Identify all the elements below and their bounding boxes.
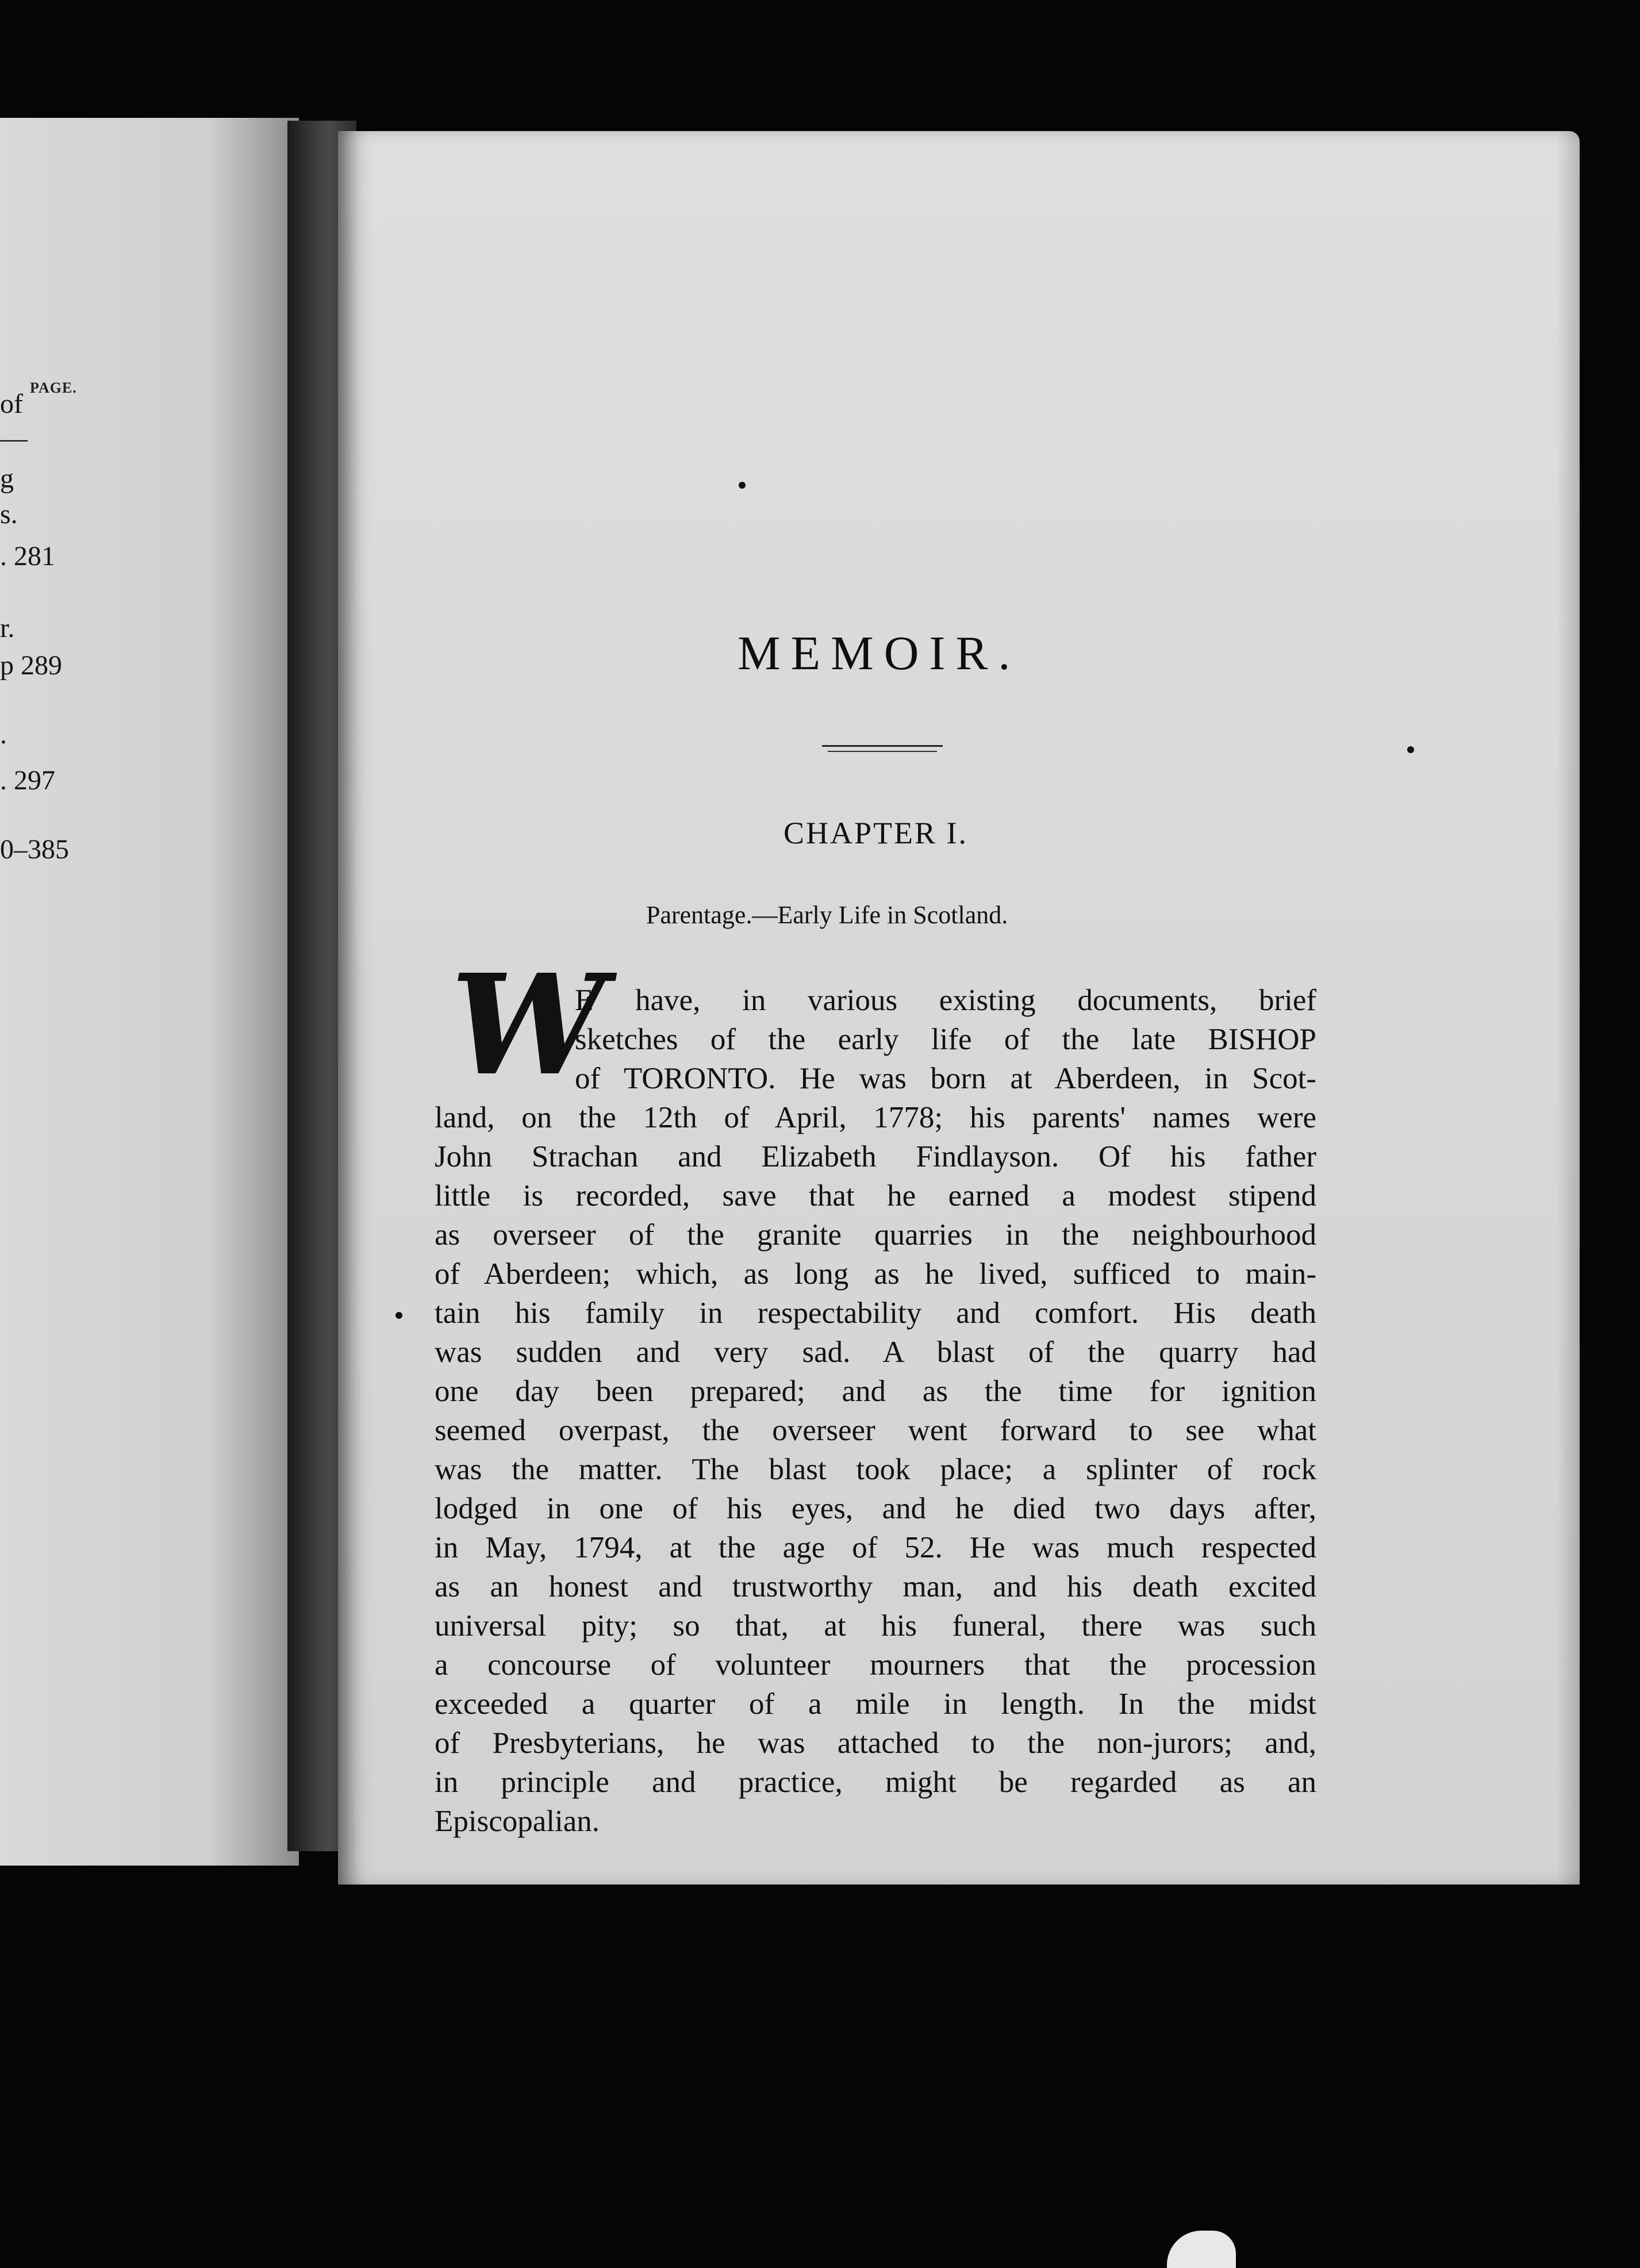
- toc-line: . 297: [0, 765, 55, 796]
- body-line: sketches of the early life of the late BISHOP: [575, 1023, 1316, 1056]
- ink-speck: [739, 482, 746, 489]
- body-line: was the matter. The blast took place; a splinter of rock: [435, 1453, 1316, 1486]
- toc-line: p 289: [0, 650, 62, 681]
- toc-line: 0–385: [0, 834, 69, 865]
- toc-line: r.: [0, 613, 15, 643]
- body-line: John Strachan and Elizabeth Findlayson. Of his father: [435, 1140, 1316, 1173]
- toc-line: —: [0, 423, 28, 454]
- chapter-heading: CHAPTER I.: [783, 816, 969, 850]
- memoir-title: MEMOIR.: [738, 627, 1021, 680]
- body-line: one day been prepared; and as the time for ignition: [435, 1375, 1316, 1408]
- title-divider: [822, 745, 943, 747]
- body-line: in May, 1794, at the age of 52. He was much respected: [435, 1531, 1316, 1564]
- body-line: tain his family in respectability and comfort. His death: [435, 1296, 1316, 1330]
- body-line: little is recorded, save that he earned a modest stipend: [435, 1179, 1316, 1212]
- body-line: seemed overpast, the overseer went forward to see what: [435, 1414, 1316, 1447]
- body-line: E have, in various existing documents, brief: [575, 984, 1316, 1017]
- body-line: exceeded a quarter of a mile in length. In the midst: [435, 1687, 1316, 1721]
- body-line: in principle and practice, might be regarded as an: [435, 1766, 1316, 1799]
- ink-speck: [1407, 746, 1414, 753]
- toc-line: of: [0, 389, 23, 419]
- body-line: a concourse of volunteer mourners that the procession: [435, 1648, 1316, 1682]
- body-line: as an honest and trustworthy man, and his death excited: [435, 1570, 1316, 1603]
- scan-artifact: [1167, 2231, 1236, 2268]
- body-line: land, on the 12th of April, 1778; his parents' names were: [435, 1101, 1316, 1134]
- body-line: of Presbyterians, he was attached to the non-jurors; and,: [435, 1726, 1316, 1760]
- body-line: universal pity; so that, at his funeral, there was such: [435, 1609, 1316, 1643]
- body-line: as overseer of the granite quarries in the neighbourhood: [435, 1218, 1316, 1252]
- body-line: was sudden and very sad. A blast of the quarry had: [435, 1336, 1316, 1369]
- chapter-subtitle: Parentage.—Early Life in Scotland.: [646, 901, 1008, 929]
- toc-line: g: [0, 463, 14, 494]
- ink-speck: [395, 1312, 402, 1319]
- body-line: Episcopalian.: [435, 1805, 600, 1838]
- toc-page-heading: PAGE.: [30, 379, 77, 396]
- toc-line: s.: [0, 499, 18, 529]
- body-line: lodged in one of his eyes, and he died two days after,: [435, 1492, 1316, 1525]
- left-page: [0, 118, 299, 1866]
- body-line: of TORONTO. He was born at Aberdeen, in Scot-: [575, 1062, 1316, 1095]
- toc-line: . 281: [0, 541, 55, 571]
- title-divider: [828, 751, 937, 752]
- drop-cap: W: [451, 944, 606, 1106]
- toc-line: .: [0, 719, 7, 750]
- body-line: of Aberdeen; which, as long as he lived, sufficed to main-: [435, 1257, 1316, 1291]
